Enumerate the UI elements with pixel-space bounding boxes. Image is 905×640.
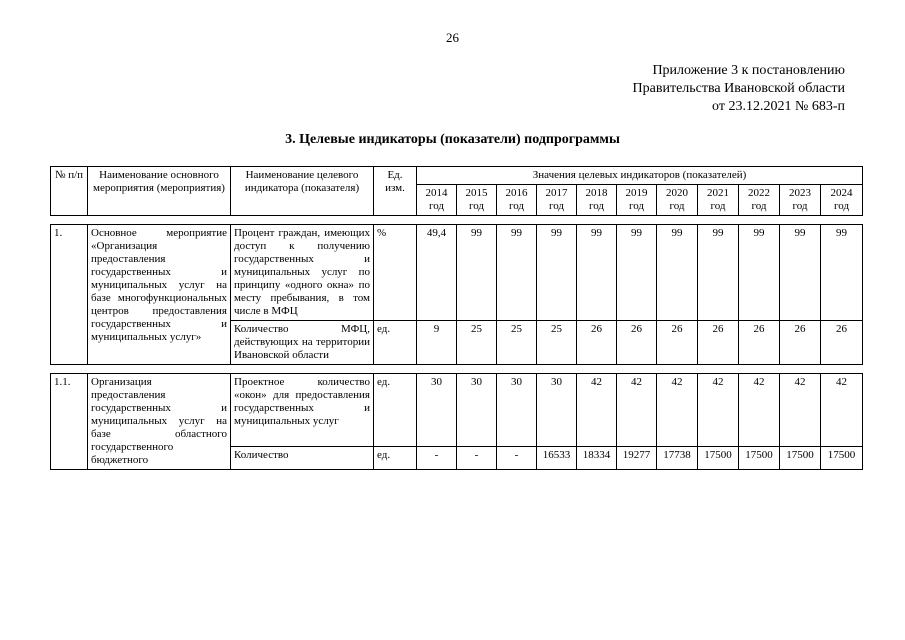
header-event: Наименование основного мероприятия (мероприятия) [88,167,231,216]
value-cell: 99 [457,225,497,321]
value-cell: 25 [457,321,497,365]
row-num: 1.1. [51,374,88,470]
section-heading: 3. Целевые индикаторы (показатели) подпрограммы [285,132,620,147]
spacer-row [51,216,863,225]
row-unit: ед. [374,321,417,365]
row-event: Основное мероприятие «Организация предоставления государственных и муниципальных услуг на базе многофункциональных центров предоставления государственных и муниципальных услуг» [88,225,231,365]
row-indicator: Процент граждан, имеющих доступ к получению государственных и муниципальных услуг по принципу «одного окна» по месту пребывания, в том числе в МФЦ [231,225,374,321]
row-indicator: Количество МФЦ, действующих на территории Ивановской области [231,321,374,365]
header-row-1 [51,167,863,185]
value-cell: 26 [617,321,657,365]
header-indicator: Наименование целевого индикатора (показателя) [231,167,374,216]
value-cell: 99 [617,225,657,321]
value-cell: - [497,446,537,469]
indicators-table [50,166,863,470]
value-cell: 99 [497,225,537,321]
row-indicator: Проектное количество «окон» для предоставления государственных и муниципальных услуг [231,374,374,447]
value-cell: 42 [698,374,739,447]
row-num: 1. [51,225,88,365]
value-cell: 26 [780,321,821,365]
row-indicator: Количество [231,446,374,469]
value-cell: 99 [698,225,739,321]
header-year: 2018 год [577,185,617,216]
value-cell: 42 [821,374,863,447]
header-year: 2014 год [417,185,457,216]
value-cell: 99 [657,225,698,321]
header-year: 2022 год [739,185,780,216]
value-cell: 26 [739,321,780,365]
value-cell: 18334 [577,446,617,469]
appendix-line-3: от 23.12.2021 № 683-п [712,99,845,114]
header-year: 2015 год [457,185,497,216]
table-row [51,225,863,321]
appendix-line-2: Правительства Ивановской области [632,81,845,96]
value-cell: 30 [417,374,457,447]
value-cell: 17500 [739,446,780,469]
header-year: 2020 год [657,185,698,216]
page-number: 26 [446,30,459,45]
appendix-note [633,62,845,116]
value-cell: 26 [698,321,739,365]
header-num: № п/п [51,167,88,216]
value-cell: 17738 [657,446,698,469]
value-cell: 30 [497,374,537,447]
value-cell: 30 [457,374,497,447]
value-cell: 99 [780,225,821,321]
value-cell: 17500 [821,446,863,469]
value-cell: - [457,446,497,469]
row-unit: % [374,225,417,321]
appendix-line-1: Приложение 3 к постановлению [652,63,845,78]
value-cell: 30 [537,374,577,447]
value-cell: 26 [821,321,863,365]
row-unit: ед. [374,374,417,447]
value-cell: - [417,446,457,469]
value-cell: 99 [577,225,617,321]
spacer-row [51,365,863,374]
value-cell: 16533 [537,446,577,469]
value-cell: 42 [739,374,780,447]
value-cell: 17500 [780,446,821,469]
value-cell: 99 [537,225,577,321]
value-cell: 25 [497,321,537,365]
row-event: Организация предоставления государственных и муниципальных услуг на базе областного государственного бюджетного [88,374,231,470]
value-cell: 49,4 [417,225,457,321]
value-cell: 25 [537,321,577,365]
value-cell: 42 [577,374,617,447]
value-cell: 99 [821,225,863,321]
row-unit: ед. [374,446,417,469]
header-year: 2017 год [537,185,577,216]
header-year: 2023 год [780,185,821,216]
header-unit: Ед. изм. [374,167,417,216]
value-cell: 99 [739,225,780,321]
value-cell: 42 [780,374,821,447]
value-cell: 26 [657,321,698,365]
header-year: 2024 год [821,185,863,216]
header-year: 2021 год [698,185,739,216]
header-year: 2016 год [497,185,537,216]
value-cell: 26 [577,321,617,365]
value-cell: 42 [617,374,657,447]
value-cell: 9 [417,321,457,365]
table-row [51,374,863,447]
value-cell: 17500 [698,446,739,469]
header-year: 2019 год [617,185,657,216]
value-cell: 42 [657,374,698,447]
header-values-group: Значения целевых индикаторов (показателей) [417,167,863,185]
value-cell: 19277 [617,446,657,469]
